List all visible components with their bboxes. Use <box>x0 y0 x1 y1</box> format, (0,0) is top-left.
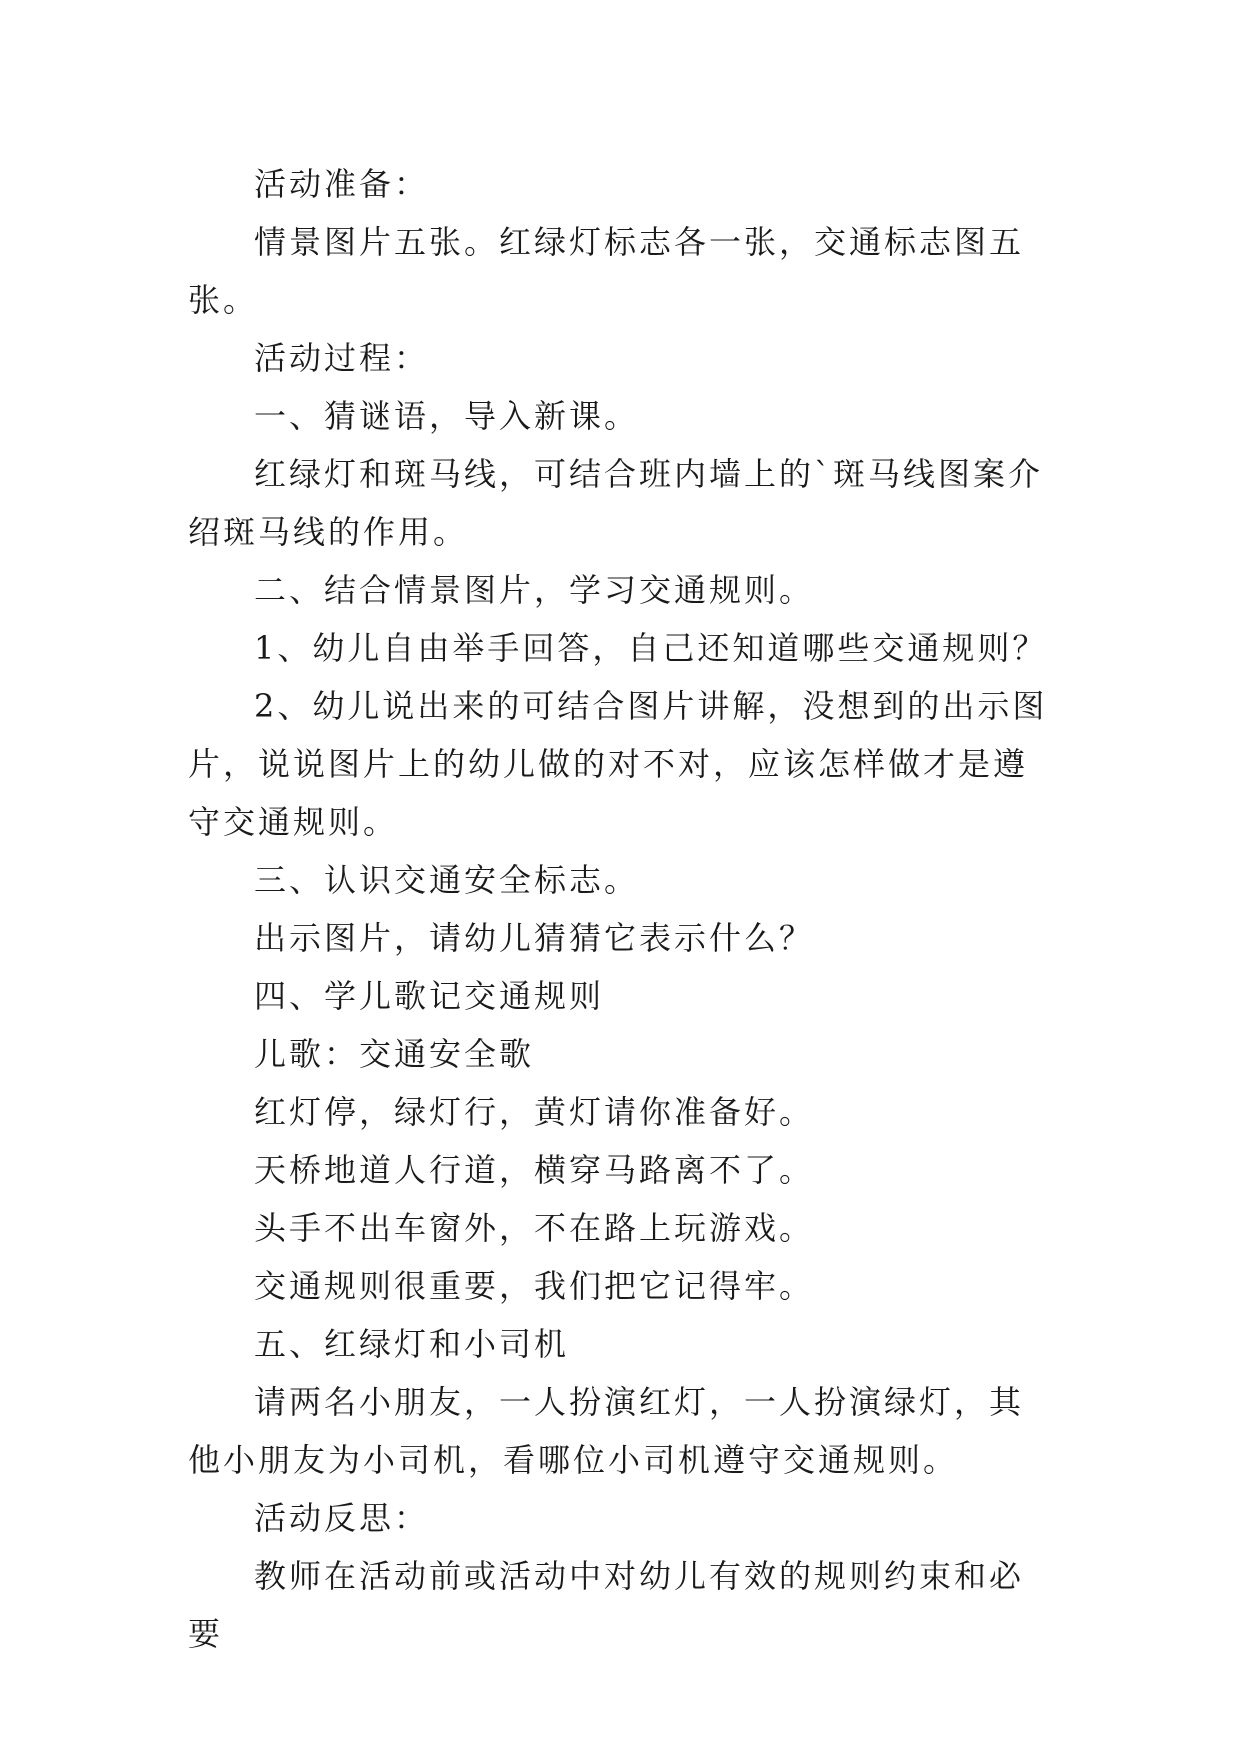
paragraph-step-two-item-2: 2、幼儿说出来的可结合图片讲解，没想到的出示图片，说说图片上的幼儿做的对不对，应该怎样做才是遵守交通规则。 <box>188 687 1048 841</box>
paragraph-step-five-detail: 请两名小朋友，一人扮演红灯，一人扮演绿灯，其他小朋友为小司机，看哪位小司机遵守交通规则。 <box>188 1383 1025 1479</box>
paragraph-song-line-2: 天桥地道人行道，横穿马路离不了。 <box>254 1151 815 1189</box>
document-body <box>188 155 1058 1663</box>
paragraph-step-two: 二、结合情景图片，学习交通规则。 <box>254 571 815 609</box>
paragraph-step-three: 三、认识交通安全标志。 <box>254 861 640 899</box>
paragraph-step-four: 四、学儿歌记交通规则 <box>254 977 605 1015</box>
paragraph-step-three-detail: 出示图片，请幼儿猜猜它表示什么？ <box>254 919 815 957</box>
paragraph-song-line-3: 头手不出车窗外，不在路上玩游戏。 <box>254 1209 815 1247</box>
paragraph-reflection-heading: 活动反思： <box>254 1499 430 1537</box>
paragraph-step-two-item-1: 1、幼儿自由举手回答，自己还知道哪些交通规则？ <box>254 629 1048 667</box>
paragraph-reflection: 教师在活动前或活动中对幼儿有效的规则约束和必要 <box>188 1557 1025 1653</box>
paragraph-step-one: 一、猜谜语，导入新课。 <box>254 397 640 435</box>
paragraph-song-line-4: 交通规则很重要，我们把它记得牢。 <box>254 1267 815 1305</box>
paragraph-step-five: 五、红绿灯和小司机 <box>254 1325 570 1363</box>
paragraph-materials-heading: 活动准备： <box>254 165 430 203</box>
paragraph-step-one-detail: 红绿灯和斑马线，可结合班内墙上的`斑马线图案介绍斑马线的作用。 <box>188 455 1044 551</box>
paragraph-process-heading: 活动过程： <box>254 339 430 377</box>
paragraph-song-title: 儿歌：交通安全歌 <box>254 1035 535 1073</box>
paragraph-materials: 情景图片五张。红绿灯标志各一张，交通标志图五张。 <box>188 223 1025 319</box>
paragraph-song-line-1: 红灯停，绿灯行，黄灯请你准备好。 <box>254 1093 815 1131</box>
